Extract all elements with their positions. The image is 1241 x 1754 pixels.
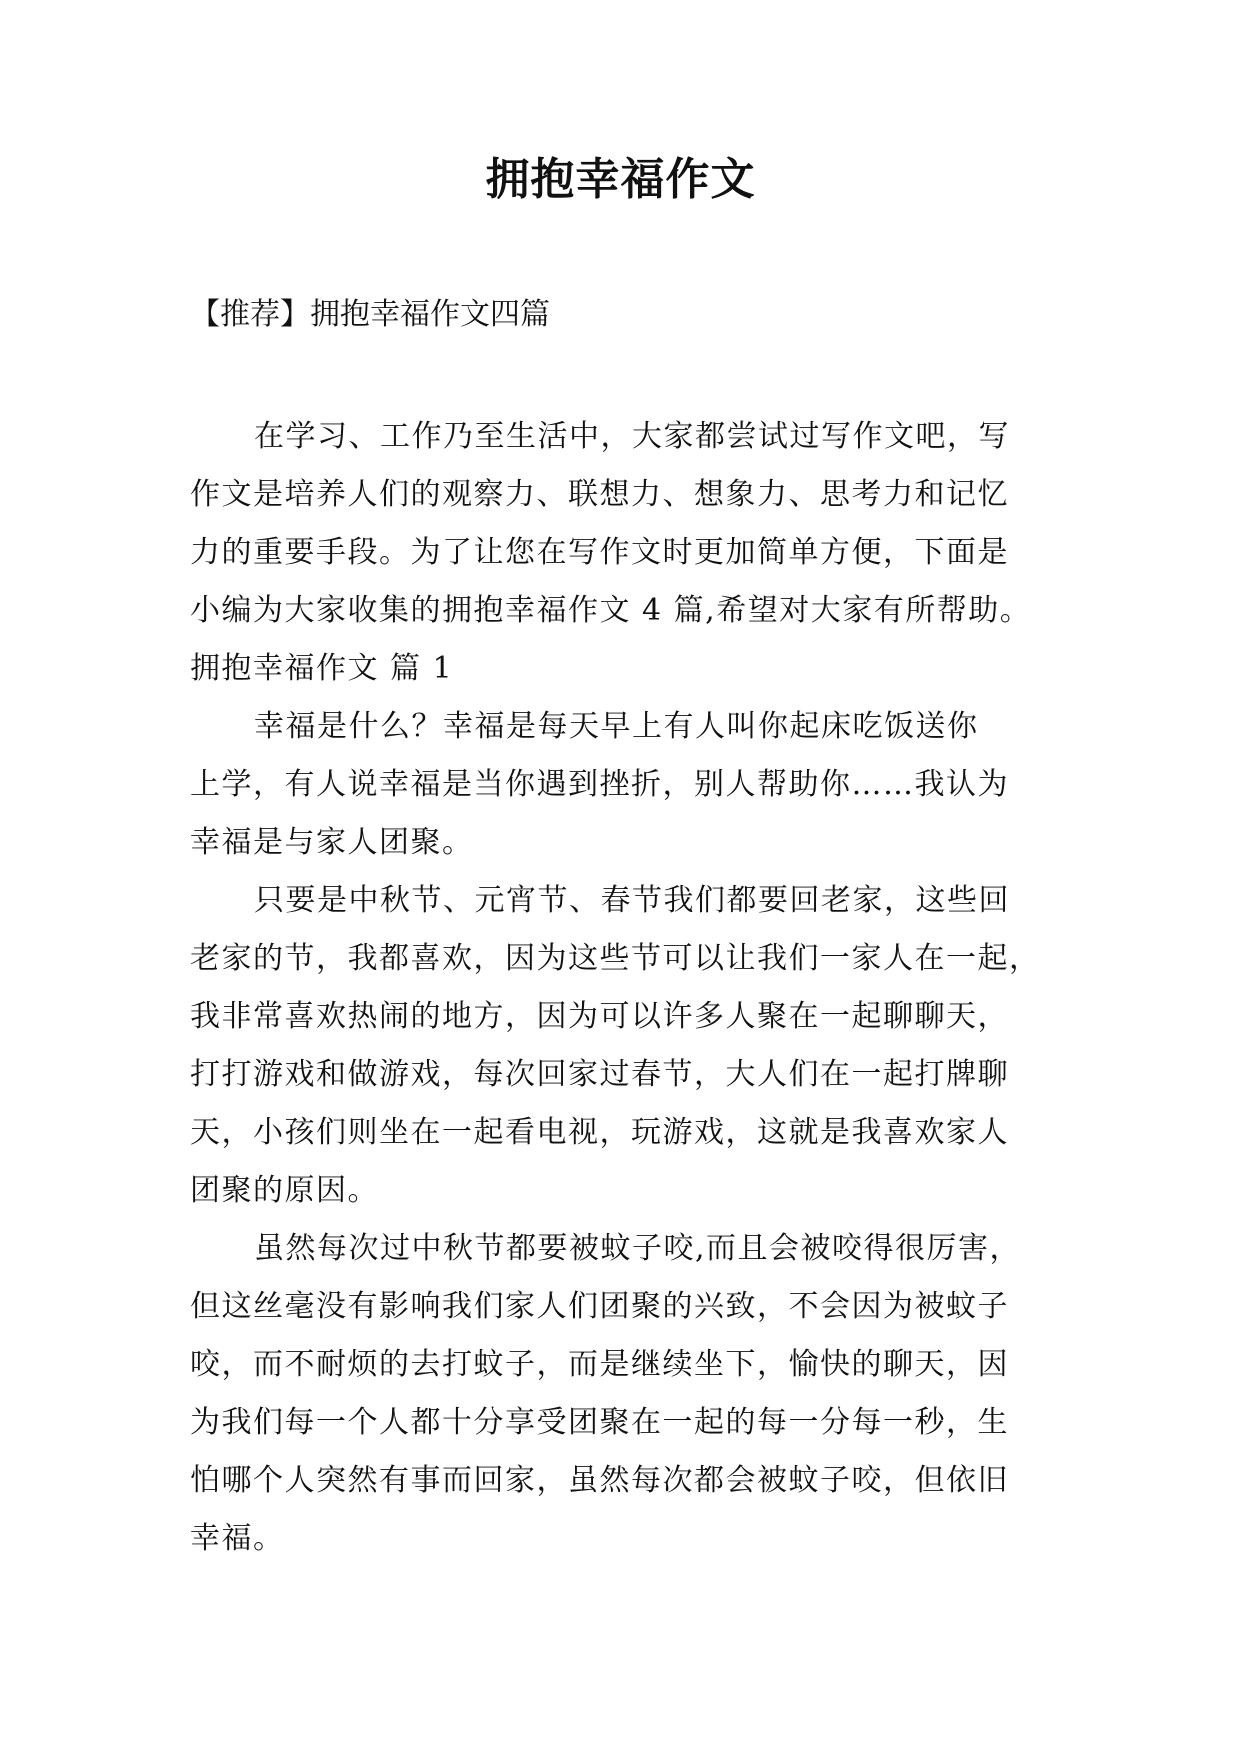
body-line: 只要是中秋节、元宵节、春节我们都要回老家，这些回 xyxy=(254,883,1010,918)
document-subtitle: 【推荐】拥抱幸福作文四篇 xyxy=(190,297,550,332)
body-line: 咬，而不耐烦的去打蚊子，而是继续坐下，愉快的聊天，因 xyxy=(190,1347,1009,1382)
body-line: 作文是培养人们的观察力、联想力、想象力、思考力和记忆 xyxy=(190,477,1009,512)
body-line: 天，小孩们则坐在一起看电视，玩游戏，这就是我喜欢家人 xyxy=(190,1115,1009,1150)
body-line: 拥抱幸福作文 篇 1 xyxy=(190,651,454,686)
body-line: 虽然每次过中秋节都要被蚊子咬,而且会被咬得很厉害， xyxy=(254,1231,1022,1266)
document-body xyxy=(190,408,1056,1568)
body-line: 但这丝毫没有影响我们家人们团聚的兴致，不会因为被蚊子 xyxy=(190,1289,1009,1324)
body-line: 小编为大家收集的拥抱幸福作文 4 篇,希望对大家有所帮助。 xyxy=(190,593,1032,628)
body-line: 幸福。 xyxy=(190,1521,285,1556)
body-line: 在学习、工作乃至生活中，大家都尝试过写作文吧，写 xyxy=(254,419,1010,454)
body-line: 团聚的原因。 xyxy=(190,1173,379,1208)
body-line: 怕哪个人突然有事而回家，虽然每次都会被蚊子咬，但依旧 xyxy=(190,1463,1009,1498)
body-line: 为我们每一个人都十分享受团聚在一起的每一分每一秒，生 xyxy=(190,1405,1009,1440)
body-line: 打打游戏和做游戏，每次回家过春节，大人们在一起打牌聊 xyxy=(190,1057,1009,1092)
body-line: 我非常喜欢热闹的地方，因为可以许多人聚在一起聊聊天， xyxy=(190,999,1009,1034)
body-line: 上学，有人说幸福是当你遇到挫折，别人帮助你……我认为 xyxy=(190,767,1009,802)
body-line: 老家的节，我都喜欢，因为这些节可以让我们一家人在一起， xyxy=(190,941,1041,976)
body-line: 幸福是与家人团聚。 xyxy=(190,825,474,860)
document-title: 拥抱幸福作文 xyxy=(485,154,756,205)
body-line: 幸福是什么？幸福是每天早上有人叫你起床吃饭送你 xyxy=(254,709,979,744)
body-line: 力的重要手段。为了让您在写作文时更加简单方便，下面是 xyxy=(190,535,1009,570)
